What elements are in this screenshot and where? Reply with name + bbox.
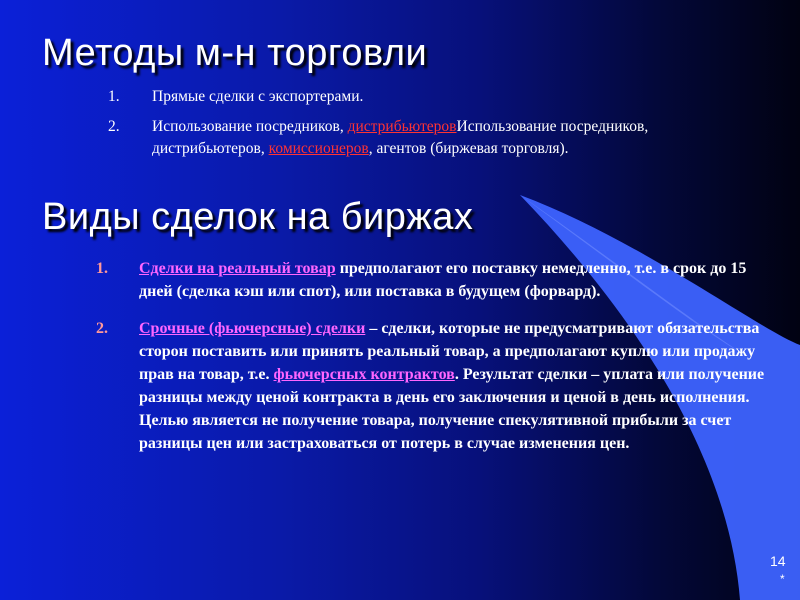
list-item: [96, 317, 776, 455]
futures-contracts-link[interactable]: фьючерсных контрактов: [273, 366, 455, 383]
list-item: [108, 116, 728, 160]
commissioners-link[interactable]: комиссионеров: [268, 140, 369, 157]
item-text: . Результат сделки – уплата или получение разницы между ценой контракта в день его заключения и ценой в день исполнения. Целью является не получение товара, получение спекулятивной прибыли за счет разницы цен или застраховаться от потерь в случае изменения цен.: [139, 366, 765, 452]
item-text: Использование посредников, дистрибьютеров,: [152, 118, 649, 157]
section-title-deal-types: Виды сделок на биржах: [42, 196, 474, 238]
item-text: , агентов (биржевая торговля).: [368, 140, 569, 157]
futures-deals-link[interactable]: Срочные (фьючерсные) сделки: [139, 320, 366, 337]
methods-list: [108, 86, 728, 168]
page-number: 14: [770, 553, 786, 569]
section-title-methods: Методы м-н торговли: [42, 32, 428, 74]
item-number: 1.: [96, 260, 108, 277]
real-goods-deals-link[interactable]: Сделки на реальный товар: [139, 260, 336, 277]
deal-types-list: [96, 257, 776, 469]
item-number: 2.: [96, 320, 108, 337]
distributors-link[interactable]: дистрибьютеров: [347, 118, 457, 135]
list-item: [96, 257, 776, 303]
footer-marker: *: [780, 572, 785, 586]
list-item: [108, 86, 728, 108]
item-number: 1.: [108, 88, 120, 105]
item-number: 2.: [108, 118, 120, 135]
item-text: Использование посредников,: [152, 118, 348, 135]
item-text: Прямые сделки с экспортерами.: [152, 88, 364, 105]
item-text: – сделки, которые не предусматривают обязательства сторон поставить или принять реальный товар, а предполагают куплю или продажу прав на товар, т.е.: [139, 320, 760, 383]
item-text: предполагают его поставку немедленно, т.е. в срок до 15 дней (сделка кэш или спот), или поставка в будущем (форвард).: [139, 260, 747, 300]
